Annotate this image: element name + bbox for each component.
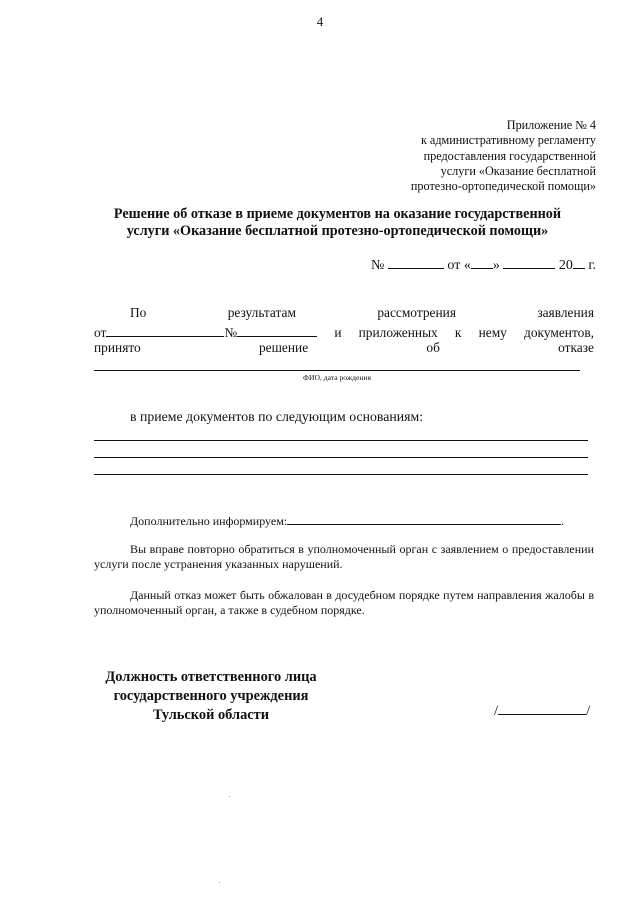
document-title	[60, 206, 615, 240]
signatory-line: государственного учреждения	[113, 688, 309, 704]
appendix-line: предоставления государственной	[423, 148, 596, 163]
from-label: от	[94, 325, 107, 340]
date-from-label: от «	[447, 258, 471, 273]
signatory-line: Тульской области	[152, 707, 270, 723]
signature-blank	[498, 700, 586, 715]
word: об	[426, 340, 440, 355]
slash-open: /	[494, 703, 499, 719]
word: заявления	[537, 305, 594, 320]
grounds-line	[94, 474, 588, 475]
signature-field	[494, 700, 590, 720]
scan-speck	[219, 882, 220, 883]
additional-info-line	[130, 512, 564, 529]
additional-info-label: Дополнительно информируем:	[130, 514, 288, 528]
signatory-block	[98, 668, 324, 725]
word: приложенных	[358, 325, 438, 340]
appendix-header	[336, 118, 596, 194]
paragraph-reapply: Вы вправе повторно обратиться в уполномоченный орган с заявлением о предоставлении услуги после устранения указанных нарушений.	[94, 542, 594, 571]
appendix-line: протезно-ортопедической помощи»	[410, 179, 596, 194]
year-blank	[573, 255, 585, 269]
title-line: услуги «Оказание бесплатной протезно-ортопедической помощи»	[126, 223, 549, 239]
page-number: 4	[316, 14, 324, 29]
number-blank	[237, 323, 317, 337]
word: результатам	[227, 305, 296, 320]
appendix-line: услуги «Оказание бесплатной	[440, 163, 596, 178]
word: отказе	[558, 340, 594, 355]
word: рассмотрения	[377, 305, 456, 320]
period: .	[561, 514, 565, 528]
additional-info-blank	[287, 512, 561, 525]
applicant-line	[94, 370, 580, 371]
body-line-3	[94, 340, 594, 356]
signatory-line: Должность ответственного лица	[105, 669, 317, 685]
paragraph-appeal: Данный отказ может быть обжалован в досудебном порядке путем направления жалобы в уполномоченный орган, а также в судебном порядке.	[94, 588, 594, 617]
word: и	[334, 325, 342, 340]
number-label: №	[224, 325, 238, 340]
close-quote: »	[492, 258, 500, 273]
grounds-line	[94, 457, 588, 458]
word: решение	[258, 340, 309, 355]
year-prefix: 20	[558, 258, 573, 273]
number-blank	[388, 255, 444, 269]
appendix-line: к административному регламенту	[420, 133, 596, 148]
word: нему	[478, 325, 507, 340]
applicant-caption: ФИО, дата рождения	[303, 373, 371, 382]
word: По	[130, 305, 147, 320]
year-suffix: г.	[588, 258, 596, 273]
from-field	[94, 323, 317, 341]
scan-speck	[229, 796, 230, 797]
from-blank	[106, 323, 224, 337]
appendix-line: Приложение № 4	[506, 118, 596, 132]
number-sign: №	[371, 258, 385, 273]
grounds-label: в приеме документов по следующим основаниям:	[130, 409, 424, 424]
number-date-line	[371, 255, 596, 274]
body-line-1	[94, 305, 594, 321]
word: документов,	[524, 325, 594, 340]
slash-close: /	[586, 703, 591, 719]
word: принято	[94, 340, 141, 355]
body-line-2	[94, 323, 594, 341]
title-line: Решение об отказе в приеме документов на оказание государственной	[113, 206, 562, 222]
word: к	[454, 325, 462, 340]
day-blank	[471, 255, 493, 269]
grounds-line	[94, 440, 588, 441]
month-blank	[503, 255, 555, 269]
